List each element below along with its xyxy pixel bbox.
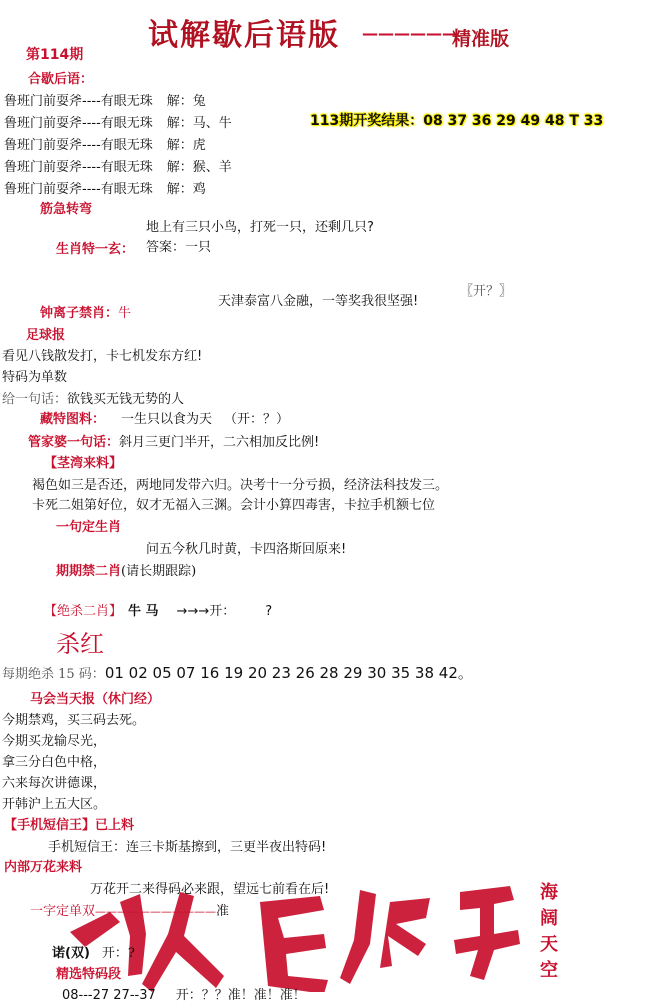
chawan-line-2: 卡死二姐第好位，奴才无福入三渊。会计小算四毒害，卡拉手机额七位: [32, 498, 436, 513]
mahui-line-3: 拿三分白色中格，: [2, 755, 107, 770]
lottery-result: 113期开奖结果：08 37 36 29 49 48 T 33: [310, 113, 604, 129]
xiehou-line-1: 鲁班门前耍斧----有眼无珠 解：兔: [4, 94, 206, 109]
zuqiu-label: 足球报: [26, 328, 66, 343]
issue-number: 第114期: [26, 47, 84, 63]
shouji-line: 手机短信王：连三卡斯基擦到，三更半夜出特码!: [48, 840, 327, 855]
jinji-label: 筋急转弯: [40, 202, 93, 217]
meiqi-line: 每期绝杀 15 码：01 02 05 07 16 19 20 23 26 28 29 30 35 38 42。: [2, 664, 473, 682]
wanhua-line: 万花开二来得码必来跟，望远七前看在后!: [90, 882, 330, 897]
jingxuan-label: 精选特码段: [56, 967, 122, 982]
mahui-label: 马会当天报（休门经）: [30, 692, 161, 707]
yiju-ding-line: 问五今秋几时黄，卡四洛斯回原来!: [146, 542, 347, 557]
page-title: 试解歇后语版: [148, 18, 340, 53]
zhongli-line: 钟离子禁肖：牛: [40, 306, 132, 321]
he-xie-label: 合歇后语：: [28, 72, 94, 87]
tema-line: 特码为单数: [2, 370, 68, 385]
qiqi-jin-line: 期期禁二肖(请长期跟踪): [56, 564, 197, 579]
yizi-line: 一字定单双———————————准: [30, 904, 230, 919]
mahui-line-4: 六来每次讲德课，: [2, 776, 107, 791]
kai-bracket: 〖开？〗: [460, 284, 513, 299]
jinji-answer: 答案：一只: [146, 240, 212, 255]
neibu-label: 内部万花来料: [4, 860, 83, 875]
nuo-line: 诺(双) 开：?: [52, 946, 135, 961]
geiyiju-line: 给一句话：欲钱买无钱无势的人: [2, 392, 185, 407]
yiju-ding-label: 一句定生肖: [56, 520, 122, 535]
jinji-question: 地上有三只小鸟，打死一只，还剩几只?: [146, 220, 374, 235]
stamp-side: 海阔天空: [540, 882, 558, 981]
cangte-line: 藏特图料： 一生只以食为天 （开：？）: [40, 412, 290, 427]
tianjin-line: 天津泰富八金融，一等奖我很坚强!: [218, 294, 419, 309]
mahui-line-1: 今期禁鸡，买三码去死。: [2, 713, 146, 728]
xiehou-line-2: 鲁班门前耍斧----有眼无珠 解：马、牛: [4, 116, 232, 131]
mahui-line-2: 今期买龙输尽光，: [2, 734, 107, 749]
xiehou-line-4: 鲁班门前耍斧----有眼无珠 解：猴、羊: [4, 160, 232, 175]
xiehou-line-5: 鲁班门前耍斧----有眼无珠 解：鸡: [4, 182, 206, 197]
shengxiao-label: 生肖特一玄：: [56, 242, 135, 257]
guanjia-line: 管家婆一句话：斜月三更门半开，二六相加反比例!: [28, 435, 320, 450]
page-subtitle: 精准版: [452, 28, 510, 50]
jingxuan-line: 08---27 27--37 开：？？准！准！准！: [62, 988, 306, 1003]
mahui-line-5: 开韩沪上五大区。: [2, 797, 107, 812]
shouji-label: 【手机短信王】已上料: [4, 818, 135, 833]
xiehou-line-3: 鲁班门前耍斧----有眼无珠 解：虎: [4, 138, 206, 153]
jueshao-line: 【绝杀二肖】 牛 马 →→→开： ?: [44, 604, 273, 619]
chawan-line-1: 褐色如三是否还，两地同发带六归。决考十一分亏损，经济法科技发三。: [32, 478, 449, 493]
shahong-heading: 杀红: [56, 630, 104, 658]
chawan-label: 【茎湾来料】: [44, 456, 123, 471]
zuqiu-line: 看见八钱散发打，卡七机发东方红!: [2, 349, 203, 364]
title-dashes: ——————: [362, 24, 458, 43]
